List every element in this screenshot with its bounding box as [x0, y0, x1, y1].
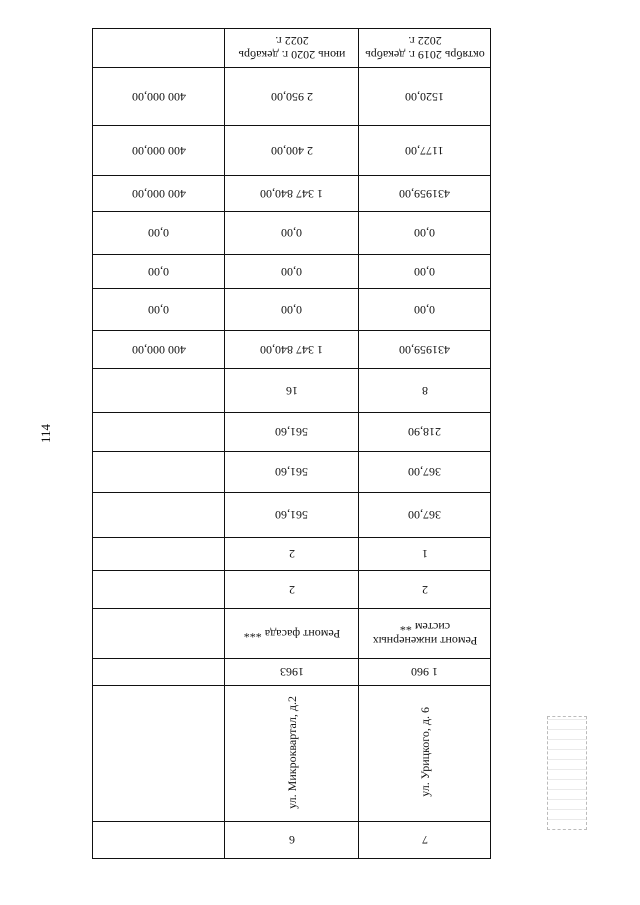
table-cell — [359, 659, 491, 686]
cell-text: ул. Урицкого, д. 6 — [417, 707, 432, 797]
table-row — [93, 822, 491, 859]
table-cell — [93, 413, 225, 452]
table-cell — [93, 289, 225, 331]
cell-text: 16 — [285, 383, 298, 398]
table-row — [93, 126, 491, 176]
table-cell — [93, 68, 225, 126]
table-cell — [359, 686, 491, 822]
cell-text: 0,00 — [281, 302, 302, 317]
table-cell — [225, 609, 359, 659]
cell-text: ул. Микроквартал, д.2 — [284, 695, 299, 809]
cell-text: 367,00 — [408, 465, 441, 479]
table-cell — [359, 255, 491, 289]
table-cell — [225, 493, 359, 538]
table-row — [93, 493, 491, 538]
table-cell — [225, 29, 359, 68]
table-cell — [225, 659, 359, 686]
table-cell — [225, 68, 359, 126]
cell-text: 1 960 — [411, 665, 438, 679]
repair-register-table — [92, 28, 491, 859]
cell-text: 367,00 — [408, 508, 441, 522]
table-cell — [93, 176, 225, 212]
table-cell — [225, 289, 359, 331]
scanner-stamp — [547, 716, 587, 830]
cell-text: 400 000,00 — [131, 342, 186, 357]
table-cell — [359, 212, 491, 255]
cell-text: 2 — [421, 582, 428, 597]
cell-text: 0,00 — [148, 226, 169, 240]
table-cell — [93, 822, 225, 859]
cell-text: 0,00 — [281, 226, 302, 240]
cell-text: 1 347 840,00 — [260, 342, 323, 357]
cell-text: 431959,00 — [399, 342, 450, 357]
table-row — [93, 29, 491, 68]
table-row — [93, 369, 491, 413]
cell-text: 431959,00 — [399, 186, 450, 201]
table-cell — [225, 452, 359, 493]
table-cell — [359, 331, 491, 369]
cell-text: 2 950,00 — [270, 89, 313, 104]
table-cell — [225, 686, 359, 822]
table-row — [93, 68, 491, 126]
table-cell — [93, 369, 225, 413]
cell-text: 6 — [288, 833, 295, 847]
table-cell — [93, 571, 225, 609]
table-cell — [93, 686, 225, 822]
table-cell — [93, 212, 225, 255]
table-cell — [93, 493, 225, 538]
table-cell — [359, 538, 491, 571]
cell-text: октябрь 2019 г. декабрь 2022 г. — [364, 34, 485, 62]
table-row — [93, 609, 491, 659]
table-cell — [93, 538, 225, 571]
table-cell — [225, 255, 359, 289]
table-cell — [359, 369, 491, 413]
page-number: 114 — [38, 423, 53, 443]
table-cell — [359, 126, 491, 176]
table-cell — [359, 289, 491, 331]
table-cell — [359, 413, 491, 452]
cell-text: 400 000,00 — [131, 89, 186, 104]
table-row — [93, 538, 491, 571]
table-row — [93, 289, 491, 331]
table-cell — [225, 176, 359, 212]
table-cell — [225, 126, 359, 176]
cell-text: 400 000,00 — [131, 186, 186, 201]
table-cell — [225, 571, 359, 609]
cell-text: 1520,00 — [405, 89, 444, 104]
table-cell — [359, 452, 491, 493]
table-row — [93, 571, 491, 609]
table-row — [93, 212, 491, 255]
cell-text: июнь 2020 г. декабрь 2022 г. — [238, 34, 345, 62]
cell-text: 561,60 — [275, 465, 308, 479]
cell-text: 0,00 — [148, 264, 169, 279]
cell-text: Ремонт инженерных систем ** — [372, 619, 477, 648]
table-row — [93, 413, 491, 452]
cell-text: 1963 — [279, 665, 304, 679]
cell-text: Ремонт фасада *** — [243, 626, 340, 641]
table-cell — [93, 331, 225, 369]
cell-text: 8 — [421, 383, 428, 398]
table-cell — [93, 255, 225, 289]
table-cell — [93, 452, 225, 493]
table-row — [93, 176, 491, 212]
table-cell — [225, 369, 359, 413]
table-cell — [225, 413, 359, 452]
table-cell — [359, 571, 491, 609]
table-row — [93, 331, 491, 369]
table-row — [93, 686, 491, 822]
table-cell — [93, 126, 225, 176]
table-cell — [225, 822, 359, 859]
table-cell — [359, 176, 491, 212]
table-cell — [359, 29, 491, 68]
cell-text: 0,00 — [414, 302, 435, 317]
table-cell — [225, 331, 359, 369]
table-row — [93, 255, 491, 289]
table-row — [93, 452, 491, 493]
table-cell — [225, 538, 359, 571]
table-cell — [359, 68, 491, 126]
cell-text: 2 400,00 — [270, 143, 313, 158]
cell-text: 400 000,00 — [131, 143, 186, 158]
cell-text: 0,00 — [281, 264, 302, 279]
table-cell — [359, 493, 491, 538]
cell-text: 0,00 — [414, 264, 435, 279]
table-cell — [93, 659, 225, 686]
cell-text: 7 — [421, 833, 428, 847]
table-cell — [93, 29, 225, 68]
table-cell — [359, 822, 491, 859]
cell-text: 2 — [288, 547, 295, 561]
cell-text: 218,90 — [408, 425, 441, 439]
table-cell — [359, 609, 491, 659]
cell-text: 1 — [421, 547, 428, 561]
table-body — [93, 29, 491, 859]
cell-text: 1177,00 — [405, 143, 444, 158]
cell-text: 561,60 — [275, 508, 308, 522]
cell-text: 2 — [288, 582, 295, 597]
table-cell — [93, 609, 225, 659]
cell-text: 0,00 — [148, 302, 169, 317]
cell-text: 0,00 — [414, 226, 435, 240]
cell-text: 1 347 840,00 — [260, 186, 323, 201]
table-cell — [225, 212, 359, 255]
table-row — [93, 659, 491, 686]
cell-text: 561,60 — [275, 425, 308, 439]
